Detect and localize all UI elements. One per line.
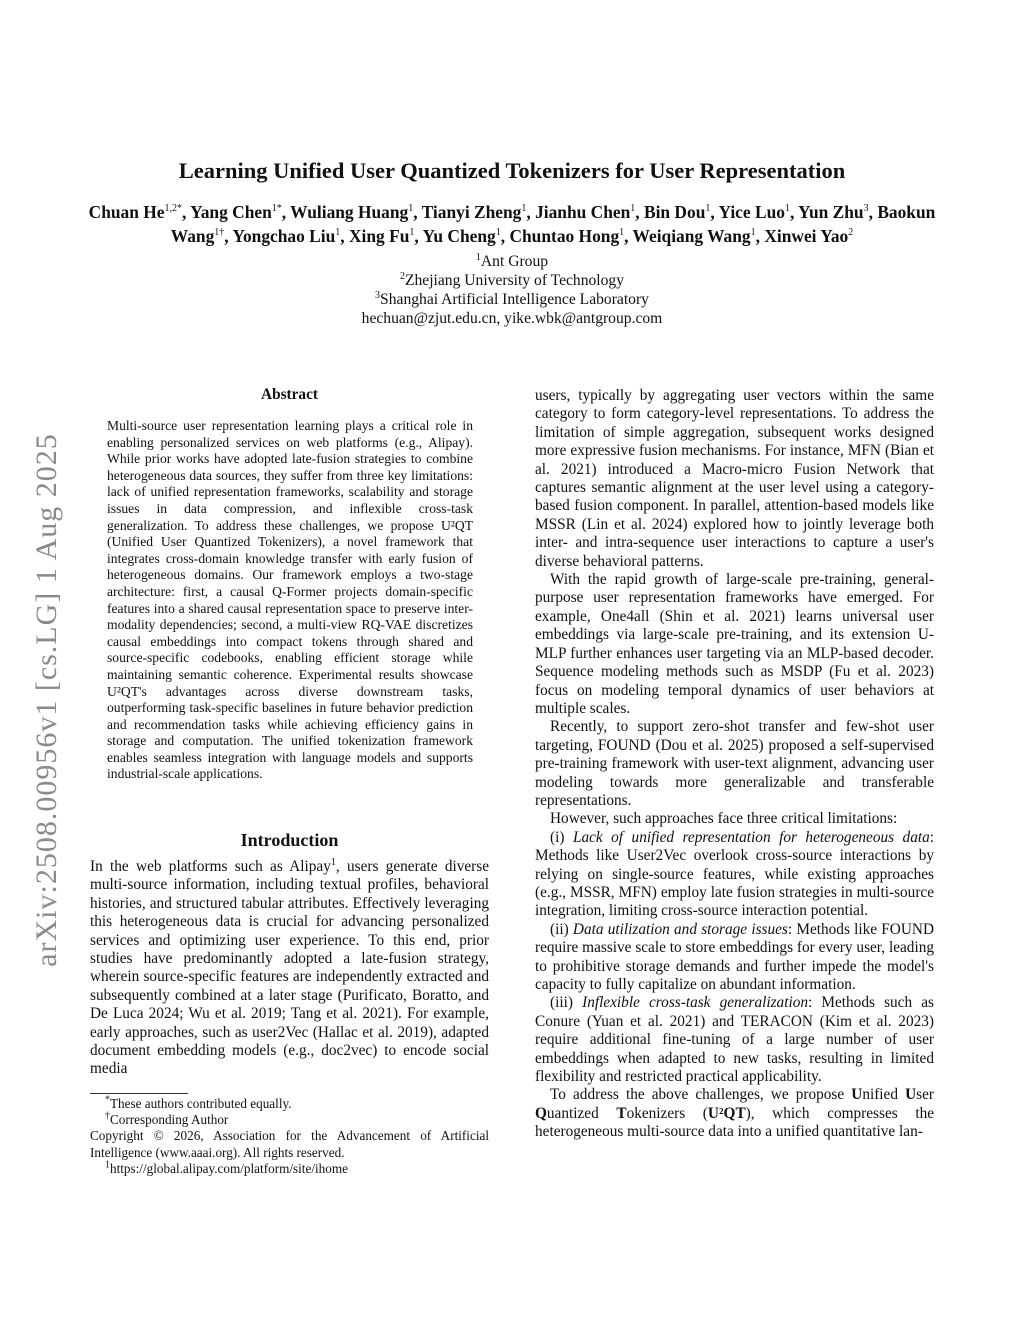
paragraph: To address the above challenges, we propose Unified User Quantized Tokenizers (U²QT), which compresses the heterogeneous multi-source data into a unified quantitative lan- [535, 1086, 935, 1141]
author-name: Bin Dou [643, 202, 706, 222]
footnote-url[interactable]: https://global.alipay.com/platform/site/ihome [110, 1160, 348, 1176]
paragraph: users, typically by aggregating user vectors within the same category to form category-level representations. To address the limitation of simple aggregation, subsequent works designed more expressive fusion mechanisms. For instance, MFN (Bian et al. 2021) introduced a Macro-micro Fusion Network that captures semantic alignment at the user level using a category-based fusion component. In parallel, attention-based models like MSSR (Lin et al. 2024) explored how to jointly leverage both inter- and intra-sequence user interactions to capture a user's diverse behavioral patterns. [535, 387, 934, 570]
affiliation: $^3$Shanghai Artificial Intelligence Laboratory [375, 289, 649, 308]
paragraph: Recently, to support zero-shot transfer and few-shot user targeting, FOUND (Dou et al. 2025) proposed a self-supervised pre-training framework with user-text alignment, advancing user modeling towards more generalizable and transferable representations. [535, 718, 934, 809]
author-affiliation-marker: 3 [863, 203, 869, 215]
author-affiliation-marker: 1 [705, 203, 711, 215]
author-affiliation-marker: 1 [630, 203, 636, 215]
abstract-body: Multi-source user representation learning plays a critical role in enabling personalized services on web platforms (e.g., Alipay). While prior works have adopted late-fusion strategies to combine heterogeneous data sources, they suffer from three key limitations: lack of unified representation frameworks, scalability and storage issues in data compression, and inflexible cross-task generalization. To address these challenges, we propose U²QT (Unified User Quantized Tokenizers), a novel framework that integrates cross-domain knowledge transfer with early fusion of heterogeneous domains. Our framework employs a two-stage architecture: first, a causal Q-Former projects domain-specific features into a shared causal representation space to preserve inter-modality dependencies; second, a multi-view RQ-VAE discretizes causal embeddings into compact tokens through shared and source-specific codebooks, enabling efficient storage while maintaining semantic coherence. Experimental results showcase U²QT's advantages across diverse downstream tasks, outperforming task-specific baselines in future behavior prediction and recommendation tasks while achieving efficiency gains in storage and computation. The unified tokenization framework enables seamless integration with language models and supports industrial-scale applications. [107, 418, 473, 782]
author-name: Yun Zhu [798, 202, 864, 222]
author-name: Yang Chen [190, 202, 272, 222]
author-name: Baokun Wang [170, 202, 936, 246]
author-affiliation-marker: 1 [784, 203, 790, 215]
author-name: Jianhu Chen [535, 202, 631, 222]
author-list: Chuan $He^{1,2*}$, Yang Chen$^{1*}$, Wuliang Huang$^1$, Tianyi Zheng$^1$, Jianhu Chen$^1$, Bin Dou$^1$, Yice Luo$^1$, Yun Zhu$^3$, Baokun Wang$^{1\dagger}$, Yongchao Liu$^1$, Xing Fu$^1$, Yu Cheng$^1$, Chuntao Hong$^1$, Weiqiang Wang$^1$, Xinwei Yao$^2$ [88, 202, 936, 246]
author-affiliation-marker: 1 [750, 227, 756, 239]
paragraph: However, such approaches face three critical limitations: [550, 810, 898, 828]
footnotes: *These authors contributed equally. †Corresponding Author Copyright © 2026, Association for the Advancement of Artificial Intelligence (www.aaai.org). All rights reserved. $^1$https://global.alipay.com/platform/site/ihome [90, 1094, 489, 1176]
author-affiliation-marker: 1† [214, 227, 225, 239]
author-name: Weiqiang Wang [632, 226, 751, 246]
author-affiliation-marker: 1 [408, 203, 414, 215]
author-affiliation-marker: 1 [409, 227, 415, 239]
abstract-heading: Abstract [261, 386, 318, 403]
author-name: Tianyi Zheng [421, 202, 522, 222]
author-affiliation-marker: 2 [848, 227, 854, 239]
author-affiliation-marker: 1,2* [164, 203, 183, 215]
introduction-paragraph: In the web platforms such as Alipay$^1$, users generate diverse multi-source information, including textual profiles, behavioral histories, and structured tabular attributes. Effectively leveraging this heterogeneous data is crucial for advancing personalized services and optimizing user experience. To this end, prior studies have predominantly adopted a late-fusion strategy, wherein source-specific features are independently extracted and subsequently combined at a later stage (Purificato, Boratto, and De Luca 2024; Wu et al. 2019; Tang et al. 2021). For example, early approaches, such as user2Vec (Hallac et al. 2019), adapted document embedding models (e.g., doc2vec) to encode social media [90, 856, 489, 1078]
author-affiliation-marker: 1 [619, 227, 625, 239]
author-name: Wuliang Huang [290, 202, 409, 222]
author-affiliation-marker: 1 [335, 227, 341, 239]
author-affiliation-marker: 1 [521, 203, 527, 215]
limitation-item: (i) Lack of unified representation for heterogeneous data: Methods like User2Vec overlook cross-source interactions by relying on single-source features, while existing approaches (e.g., MSSR, MFN) employ late fusion strategies in multi-source integration, limiting cross-source interaction potential. [535, 828, 934, 920]
author-affiliation-marker: 1 [495, 227, 501, 239]
footnote-marker: 1 [330, 856, 336, 868]
limitation-item: (ii) Data utilization and storage issues: Methods like FOUND require massive scale to store embeddings for every user, leading to prohibitive storage demands and further impede the model's capacity to fully capitalize on abundant information. [535, 920, 934, 993]
introduction-heading: Introduction [240, 830, 339, 850]
footnote-corresponding: Corresponding Author [110, 1112, 229, 1128]
affiliation-list [80, 252, 944, 309]
author-name: Yongchao Liu [232, 226, 336, 246]
paper-title: Learning Unified User Quantized Tokenizers for User Representation [178, 158, 846, 183]
author-affiliation-marker: 1* [271, 203, 282, 215]
author-name: Yice Luo [718, 202, 785, 222]
author-name: Xinwei Yao [764, 226, 849, 246]
limitation-item: (iii) Inflexible cross-task generalization: Methods such as Conure (Yuan et al. 2021) and TERACON (Kim et al. 2023) require additional fine-tuning of a large number of user embeddings when adapted to new tasks, resulting in limited flexibility and restricted practical applicability. [535, 994, 935, 1086]
copyright-notice: Copyright © 2026, Association for the Advancement of Artificial Intelligence (www.aaai.org). All rights reserved. [90, 1128, 489, 1160]
footnote-equal: These authors contributed equally. [110, 1096, 292, 1111]
affiliation: $^2$Zhejiang University of Technology [399, 270, 625, 289]
author-name: Chuan He [88, 202, 165, 222]
author-name: Xing Fu [348, 226, 410, 246]
author-name: Chuntao Hong [509, 226, 620, 246]
contact-emails: hechuan@zjut.edu.cn, yike.wbk@antgroup.com [361, 310, 663, 327]
arxiv-identifier: arXiv:2508.00956v1 [cs.LG] 1 Aug 2025 [30, 433, 63, 967]
right-column [535, 387, 934, 1142]
affiliation: $^1$Ant Group [475, 251, 549, 270]
author-name: Yu Cheng [422, 226, 496, 246]
paragraph: With the rapid growth of large-scale pre-training, general-purpose user representation frameworks have emerged. For example, One4all (Shin et al. 2021) learns universal user embeddings via large-scale pre-training, and its extension U-MLP further enhances user targeting via an MLP-based decoder. Sequence modeling methods such as MSDP (Fu et al. 2023) focus on modeling temporal dynamics of user behaviors at multiple scales. [535, 571, 934, 717]
paper-header [80, 158, 944, 328]
